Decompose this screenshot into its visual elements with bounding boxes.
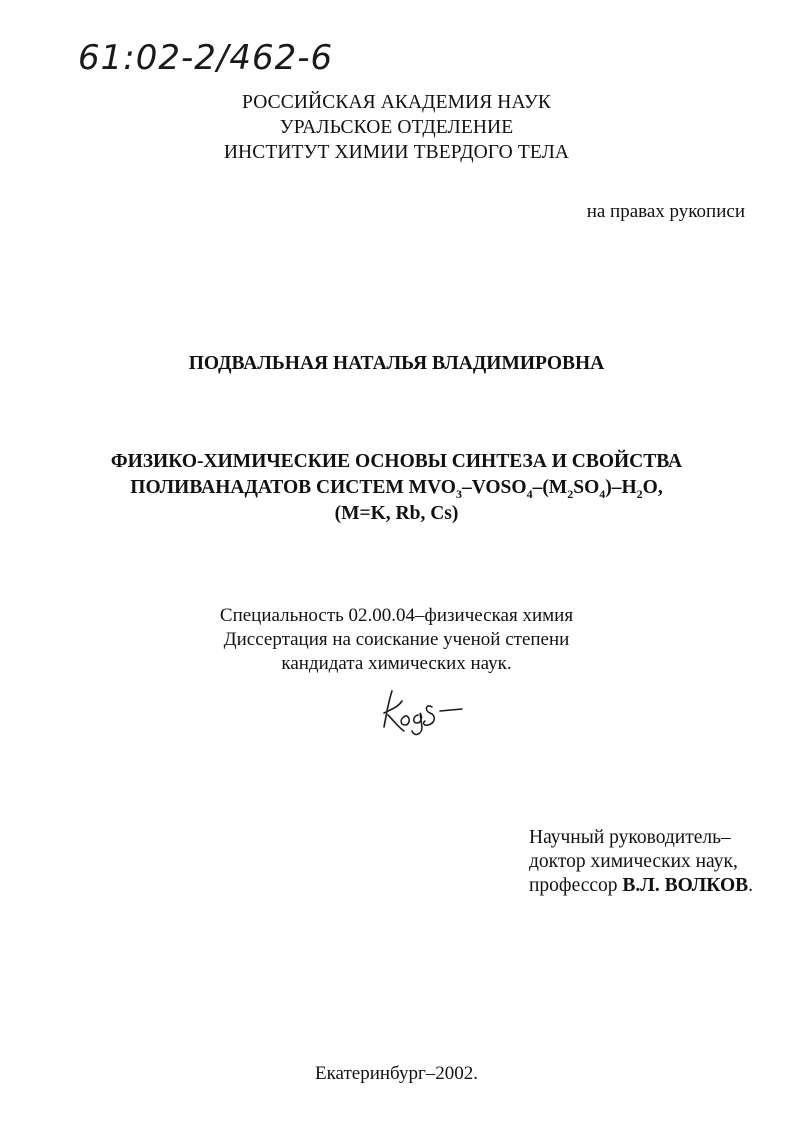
specialty-code: Специальность 02.00.04–физическая химия [219, 605, 574, 626]
subscript: 4 [526, 486, 533, 501]
dissertation-title [0, 449, 793, 527]
specialty-block [0, 604, 793, 676]
supervisor-rank: профессор [529, 875, 623, 896]
author-name: ПОДВАЛЬНАЯ НАТАЛЬЯ ВЛАДИМИРОВНА [188, 353, 605, 374]
title-text: –(M [532, 477, 568, 498]
branch-name: УРАЛЬСКОЕ ОТДЕЛЕНИЕ [279, 117, 514, 138]
handwritten-signature [378, 683, 470, 739]
supervisor-role: Научный руководитель– [529, 827, 731, 848]
title-text: )–H [605, 477, 637, 498]
supervisor-block [529, 826, 753, 898]
title-line-2 [0, 475, 793, 501]
title-line-3: (M=K, Rb, Cs) [334, 503, 459, 524]
title-text: ПОЛИВАНАДАТОВ СИСТЕМ MVO [130, 477, 456, 498]
supervisor-name: В.Л. ВОЛКОВ [622, 875, 749, 896]
subscript: 2 [636, 486, 643, 501]
title-text: –VOSO [461, 477, 527, 498]
title-line-1: ФИЗИКО-ХИМИЧЕСКИЕ ОСНОВЫ СИНТЕЗА И СВОЙСТВА [110, 451, 683, 472]
supervisor-period: . [748, 875, 754, 896]
supervisor-degree: доктор химических наук, [529, 851, 738, 872]
institution-header [0, 90, 793, 165]
title-text: O, [642, 477, 663, 498]
institute-name: ИНСТИТУТ ХИМИИ ТВЕРДОГО ТЕЛА [223, 142, 570, 163]
degree-name: кандидата химических наук. [281, 653, 512, 674]
rights-note: на правах рукописи [586, 201, 745, 222]
supervisor-title-line [529, 874, 753, 898]
title-text: SO [573, 477, 600, 498]
degree-purpose: Диссертация на соискание ученой степени [223, 629, 570, 650]
subscript: 4 [599, 486, 606, 501]
subscript: 3 [455, 486, 462, 501]
subscript: 2 [567, 486, 574, 501]
academy-name: РОССИЙСКАЯ АКАДЕМИЯ НАУК [242, 92, 551, 113]
archive-shelfmark: 61:02-2/462-6 [78, 38, 334, 78]
city-year: Екатеринбург–2002. [314, 1063, 479, 1084]
